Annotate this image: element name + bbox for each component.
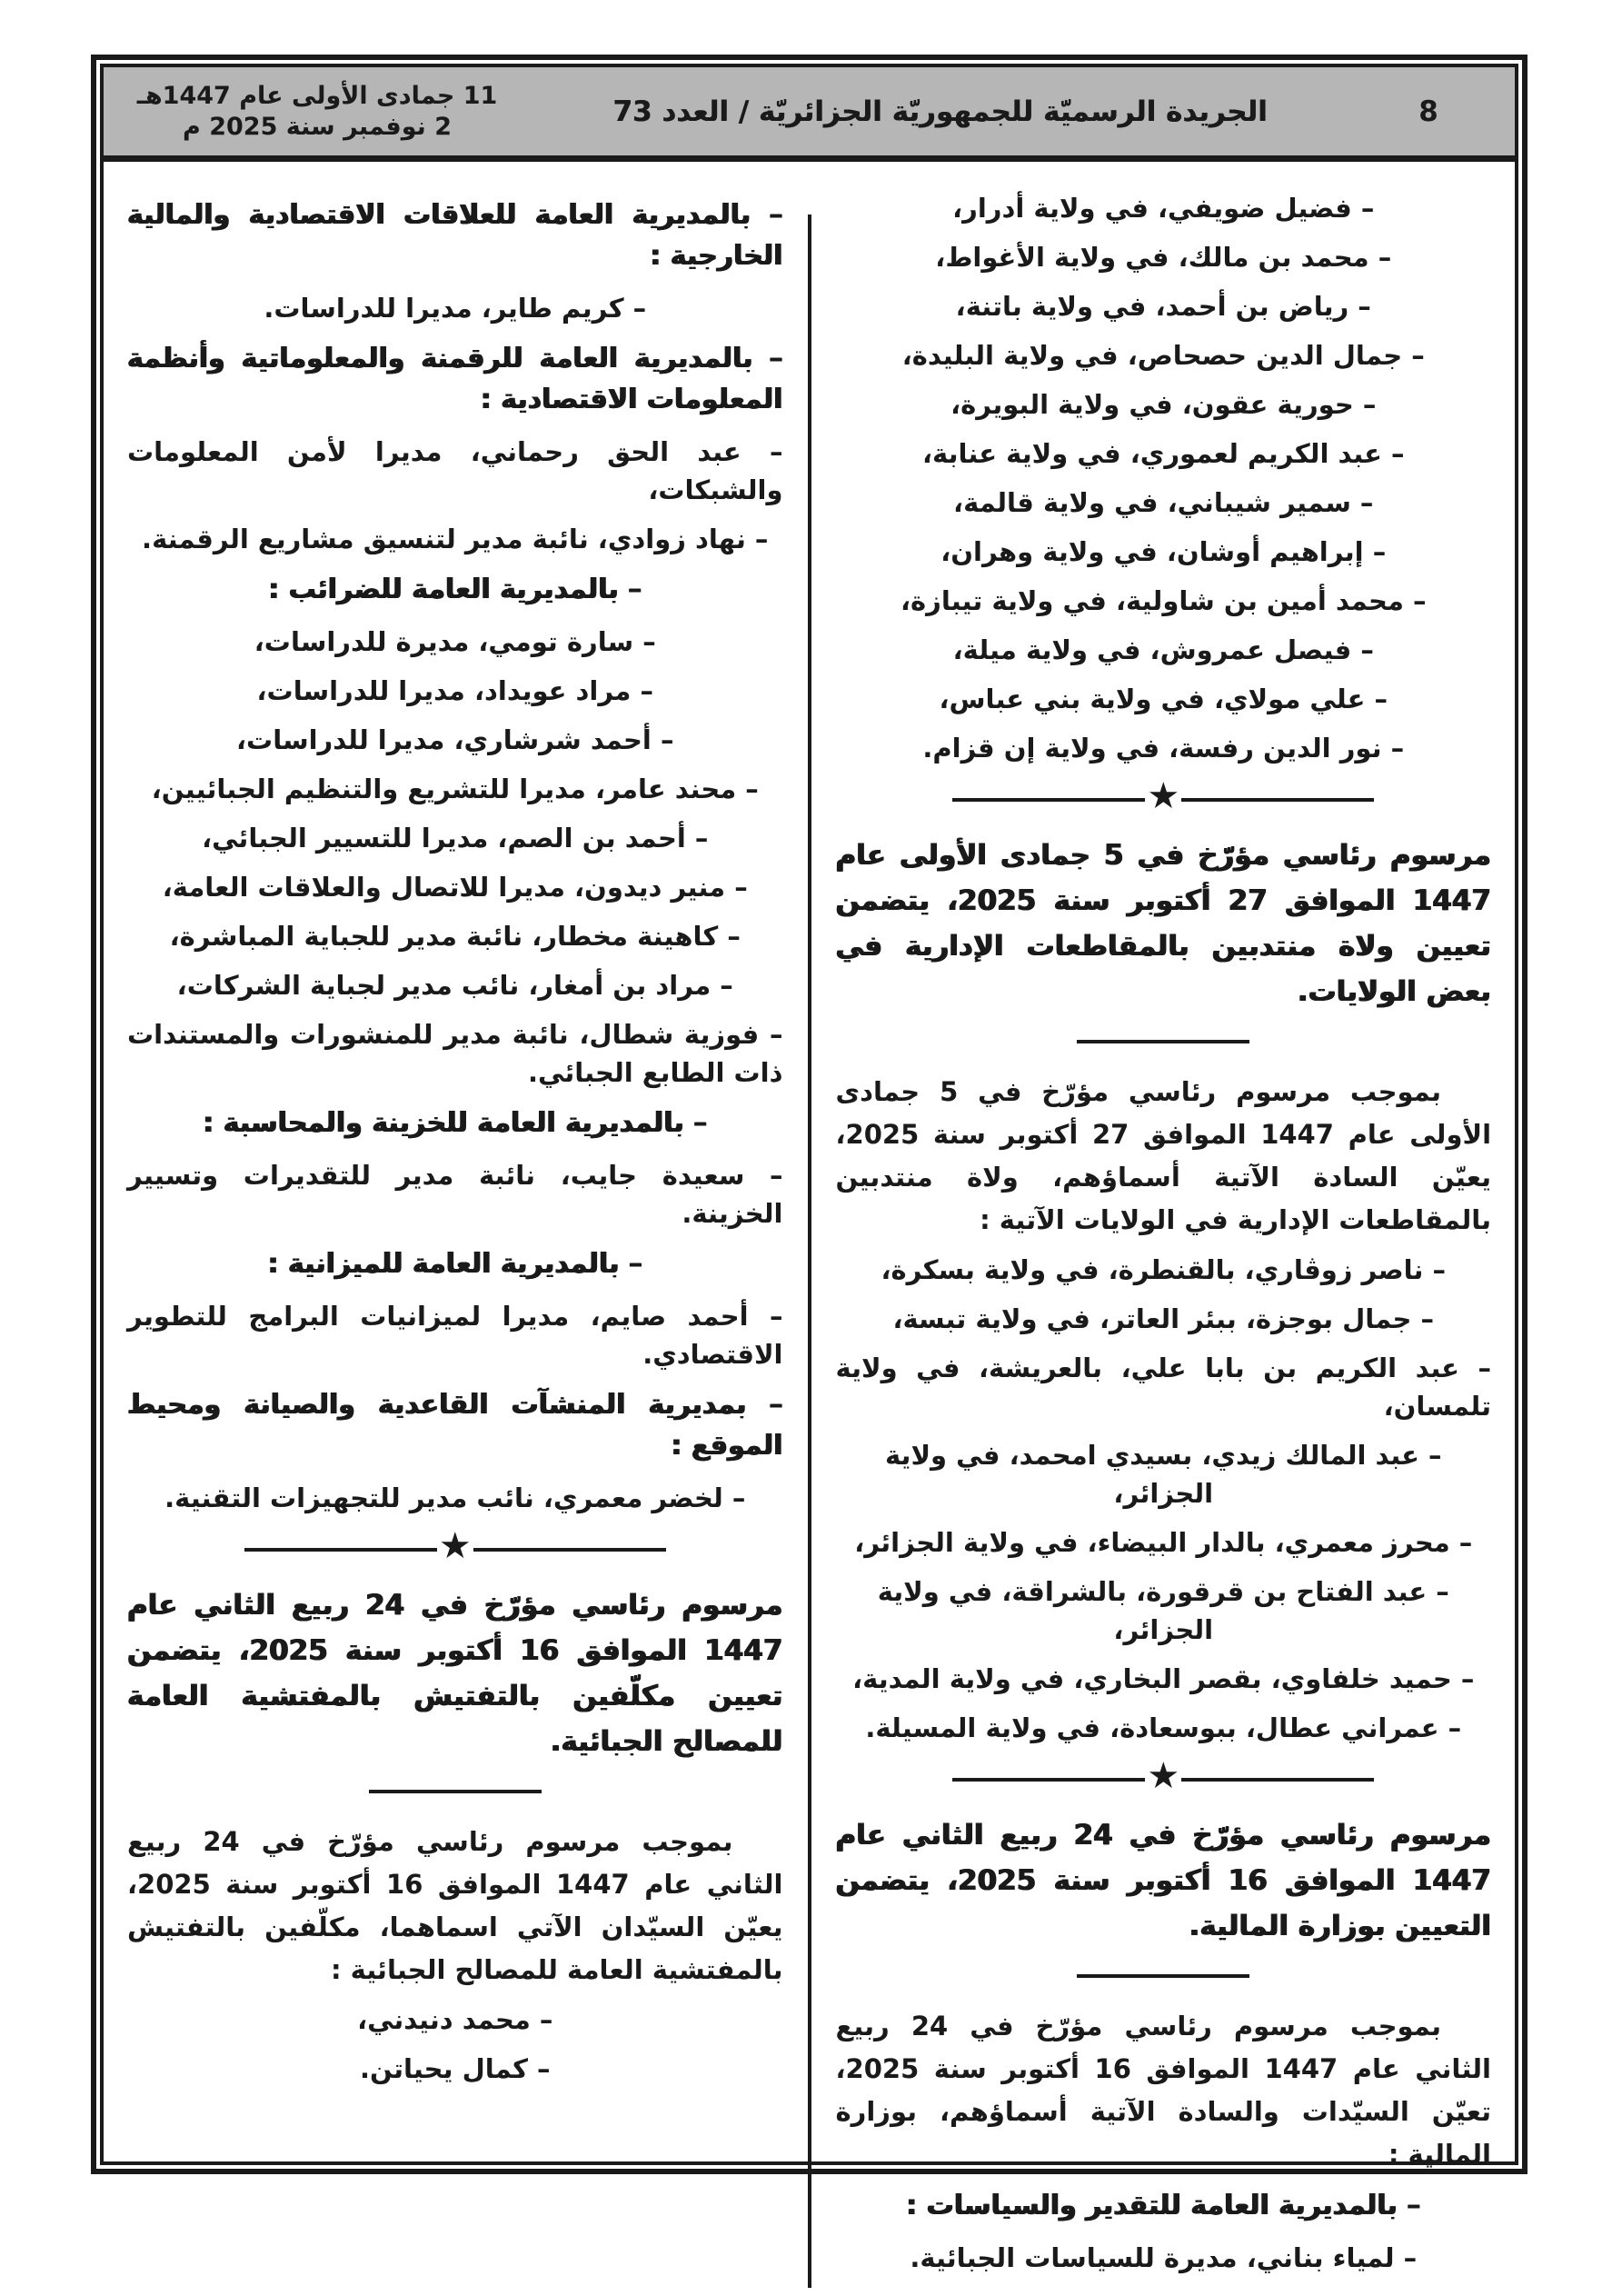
list-item: – سارة تومي، مديرة للدراسات،: [254, 626, 656, 657]
list-item: – فضيل ضويفي، في ولاية أدرار،: [952, 193, 1375, 224]
list-item: – لمياء بناني، مديرة للسياسات الجبائية.: [910, 2242, 1418, 2273]
separator-line: [473, 1548, 666, 1552]
star-separator: [836, 775, 1492, 818]
section-heading: – بالمديرية العامة للرقمنة والمعلوماتية وأنظمة المعلومات الاقتصادية :: [127, 343, 783, 415]
list-item: – إبراهيم أوشان، في ولاية وهران،: [940, 536, 1387, 567]
list-item: – محرز معمري، بالدار البيضاء، في ولاية الجزائر،: [854, 1527, 1473, 1558]
list-item: – أحمد صايم، مديرا لميزانيات البرامج للتطوير الاقتصادي.: [127, 1301, 783, 1370]
page-content: [104, 162, 1515, 2288]
section-heading: – بالمديرية العامة للخزينة والمحاسبة :: [203, 1107, 708, 1139]
header-bar: [104, 67, 1515, 162]
list-item: – علي مولاي، في ولاية بني عباس،: [939, 684, 1388, 714]
list-item: – عبد الكريم بن بابا علي، بالعريشة، في ولاية تلمسان،: [835, 1353, 1491, 1422]
journal-title: الجريدة الرسميّة للجمهوريّة الجزائريّة / العدد 73: [612, 95, 1268, 128]
list-item: – نهاد زوادي، نائبة مدير لتنسيق مشاريع الرقمنة.: [142, 524, 769, 554]
list-item: – عمراني عطال، ببوسعادة، في ولاية المسيلة.: [865, 1712, 1462, 1743]
list-item: – محمد بن مالك، في ولاية الأغواط،: [935, 242, 1392, 273]
list-item: – عبد الكريم لعموري، في ولاية عنابة،: [922, 438, 1405, 469]
column-right: [836, 189, 1492, 2288]
list-item: – أحمد بن الصم، مديرا للتسيير الجبائي،: [202, 823, 709, 854]
page-border: [91, 55, 1527, 2273]
section-rule: [369, 1790, 542, 1793]
gregorian-date: 2 نوفمبر سنة 2025 م: [183, 112, 452, 141]
list-item: – رياض بن أحمد، في ولاية باتنة،: [955, 291, 1371, 322]
list-item: – سعيدة جايب، نائبة مدير للتقديرات وتسيير الخزينة.: [127, 1160, 783, 1229]
decree-title: مرسوم رئاسي مؤرّخ في 24 ربيع الثاني عام 1447 الموافق 16 أكتوبر سنة 2025، يتضمن التعيين بوزارة المالية.: [835, 1819, 1492, 1942]
page-inner-border: [100, 64, 1518, 2273]
star-icon: ★: [1147, 1755, 1180, 1797]
separator-line: [1181, 1778, 1374, 1782]
star-separator: [836, 1755, 1492, 1798]
section-heading: – بالمديرية العامة للعلاقات الاقتصادية والمالية الخارجية :: [127, 199, 783, 272]
list-item: – فوزية شطال، نائبة مدير للمنشورات والمستندات ذات الطابع الجبائي.: [127, 1019, 783, 1088]
list-item: – كاهينة مخطار، نائبة مدير للجباية المباشرة،: [169, 921, 741, 952]
star-separator: [127, 1525, 783, 1568]
header-dates: [104, 81, 538, 143]
section-heading: – بالمديرية العامة للتقدير والسياسات :: [906, 2190, 1421, 2221]
separator-line: [952, 798, 1145, 802]
list-item: – محند عامر، مديرا للتشريع والتنظيم الجبائيين،: [151, 774, 759, 804]
hijri-date: 11 جمادى الأولى عام 1447هـ: [136, 81, 498, 110]
decree-title: مرسوم رئاسي مؤرّخ في 24 ربيع الثاني عام 1447 الموافق 16 أكتوبر سنة 2025، يتضمن تعيين مكلّفين بالتفتيش بالمفتشية العامة للمصالح الجبائية.: [127, 1589, 783, 1758]
separator-line: [952, 1778, 1145, 1782]
section-heading: – بالمديرية العامة للضرائب :: [268, 574, 642, 605]
page-number: 8: [1418, 95, 1438, 128]
list-item: – فيصل عمروش، في ولاية ميلة،: [952, 634, 1374, 665]
list-item: – سمير شيباني، في ولاية قالمة،: [953, 487, 1374, 518]
star-icon: ★: [438, 1525, 472, 1567]
column-left: [127, 189, 783, 2288]
list-item: – جمال الدين حصحاص، في ولاية البليدة،: [901, 340, 1425, 371]
list-item: – حميد خلفاوي، بقصر البخاري، في ولاية المدية،: [852, 1663, 1475, 1694]
separator-line: [244, 1548, 437, 1552]
separator-line: [1181, 798, 1374, 802]
list-item: – كمال يحياتن.: [359, 2053, 551, 2084]
decree-intro: بموجب مرسوم رئاسي مؤرّخ في 24 ربيع الثاني عام 1447 الموافق 16 أكتوبر سنة 2025، تعيّن السيّدات والسادة الآتية أسماؤهم، بوزارة المالية :: [835, 2011, 1491, 2170]
list-item: – كريم طاير، مديرا للدراسات.: [264, 293, 647, 324]
list-item: – مراد بن أمغار، نائب مدير لجباية الشركات،: [176, 970, 733, 1001]
list-item: – عبد الحق رحماني، مديرا لأمن المعلومات والشبكات،: [127, 436, 783, 505]
list-item: – جمال بوجزة، ببئر العاتر، في ولاية تبسة،: [892, 1303, 1435, 1334]
list-item: – لخضر معمري، نائب مدير للتجهيزات التقنية.: [164, 1482, 746, 1513]
decree-title: مرسوم رئاسي مؤرّخ في 5 جمادى الأولى عام 1447 الموافق 27 أكتوبر سنة 2025، يتضمن تعيين ولاة منتدبين بالمقاطعات الإدارية في بعض الولايات.: [835, 839, 1491, 1008]
section-rule: [1077, 1040, 1249, 1043]
list-item: – منير ديدون، مديرا للاتصال والعلاقات العامة،: [162, 872, 748, 903]
decree-intro: بموجب مرسوم رئاسي مؤرّخ في 24 ربيع الثاني عام 1447 الموافق 16 أكتوبر سنة 2025، يعيّن السيّدان الآتي اسماهما، مكلّفين بالتفتيش بالمفتشية العامة للمصالح الجبائية :: [127, 1826, 783, 1985]
list-item: – نور الدين رفسة، في ولاية إن قزام.: [922, 733, 1405, 764]
list-item: – مراد عويداد، مديرا للدراسات،: [256, 675, 653, 706]
list-item: – عبد الفتاح بن قرقورة، بالشراقة، في ولاية الجزائر،: [877, 1576, 1449, 1645]
section-heading: – بالمديرية العامة للميزانية :: [267, 1248, 642, 1280]
list-item: – حورية عقون، في ولاية البويرة،: [950, 389, 1377, 420]
decree-intro: بموجب مرسوم رئاسي مؤرّخ في 5 جمادى الأولى عام 1447 الموافق 27 أكتوبر سنة 2025، يعيّن السادة الآتية أسماؤهم، ولاة منتدبين بالمقاطعات الإدارية في الولايات الآتية :: [835, 1076, 1492, 1235]
section-heading: – بمديرية المنشآت القاعدية والصيانة ومحيط الموقع :: [127, 1389, 783, 1462]
star-icon: ★: [1147, 775, 1180, 817]
list-item: – محمد أمين بن شاولية، في ولاية تيبازة،: [900, 585, 1427, 616]
section-rule: [1077, 1974, 1249, 1978]
list-item: – عبد المالك زيدي، بسيدي امحمد، في ولاية الجزائر،: [884, 1440, 1442, 1509]
list-item: – أحمد شرشاري، مديرا للدراسات،: [236, 724, 674, 755]
list-item: – محمد دنيدني،: [357, 2004, 553, 2035]
column-divider: [808, 215, 811, 2288]
list-item: – ناصر زوڤاري، بالقنطرة، في ولاية بسكرة،: [881, 1254, 1446, 1285]
